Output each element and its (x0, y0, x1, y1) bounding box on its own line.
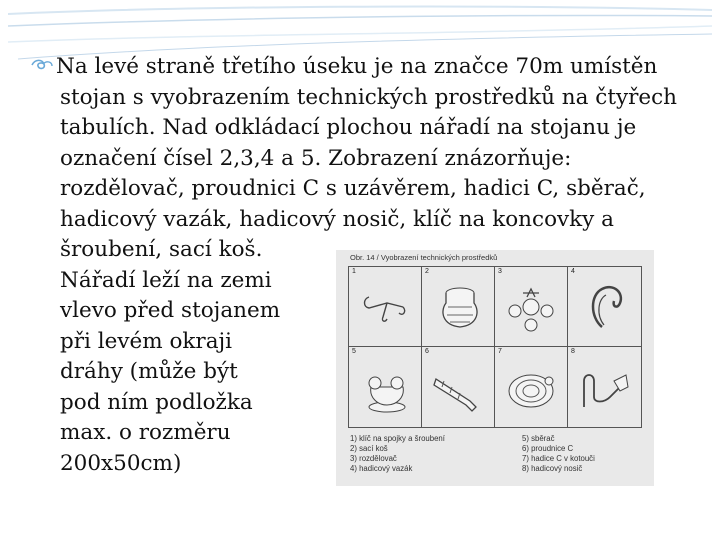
figure-cell-6 (422, 347, 495, 427)
legend-item: 3) rozdělovač (350, 454, 397, 463)
figure-grid (348, 266, 642, 428)
figure-caption: Obr. 14 / Vyobrazení technických prostředků (350, 253, 498, 262)
legend-left-column (350, 434, 522, 474)
cell-number: 7 (498, 348, 502, 355)
cell-number: 2 (425, 268, 429, 275)
text-line-7: šroubení, sací koš. (60, 237, 263, 262)
text-line-14: 200x50cm) (60, 450, 182, 476)
text-line-2: stojan s vyobrazením technických prostředků na čtyřech (60, 84, 678, 110)
legend-item: 4) hadicový vazák (350, 464, 413, 473)
legend-item: 6) proudnice C (522, 444, 574, 453)
legend-item: 1) klíč na spojky a šroubení (350, 434, 445, 443)
legend-item: 2) sací koš (350, 444, 388, 453)
text-line-5: rozdělovač, proudnici C s uzávěrem, hadici C, sběrač, (60, 176, 646, 201)
legend-right-column (522, 434, 650, 474)
distributor-icon (503, 277, 559, 339)
coupling-key-icon (357, 277, 413, 339)
cell-number: 8 (571, 348, 575, 355)
figure-cell-2 (422, 267, 495, 347)
equipment-figure (336, 250, 654, 486)
text-line-8: Nářadí leží na zemi (60, 267, 272, 293)
text-line-13: max. o rozměru (60, 420, 231, 445)
text-line-6: hadicový vazák, hadicový nosič, klíč na koncovky a (60, 206, 614, 232)
text-line-9: vlevo před stojanem (60, 298, 281, 323)
nozzle-icon (430, 357, 486, 419)
hose-strap-icon (576, 277, 632, 339)
swirl-bullet-icon (30, 58, 54, 72)
figure-cell-8 (568, 347, 641, 427)
collector-icon (357, 357, 413, 419)
text-line-3: tabulích. Nad odkládací plochou nářadí na stojanu je (60, 115, 637, 140)
text-line-10: při levém okraji (60, 328, 233, 354)
legend-item: 5) sběrač (522, 434, 555, 443)
hose-carrier-icon (576, 357, 632, 419)
text-line-1 (30, 52, 690, 83)
hose-roll-icon (503, 357, 559, 419)
figure-cell-7 (495, 347, 568, 427)
cell-number: 4 (571, 268, 575, 275)
figure-cell-5 (349, 347, 422, 427)
figure-cell-4 (568, 267, 641, 347)
figure-legend (350, 434, 650, 474)
cell-number: 1 (352, 268, 356, 275)
text-line-12: pod ním podložka (60, 389, 253, 415)
cell-number: 6 (425, 348, 429, 355)
text-line-11: dráhy (může být (60, 359, 238, 384)
cell-number: 5 (352, 348, 356, 355)
figure-cell-3 (495, 267, 568, 347)
legend-item: 7) hadice C v kotouči (522, 454, 595, 463)
text-line-4: označení čísel 2,3,4 a 5. Zobrazení znázorňuje: (60, 145, 572, 171)
figure-cell-1 (349, 267, 422, 347)
cell-number: 3 (498, 268, 502, 275)
legend-item: 8) hadicový nosič (522, 464, 583, 473)
text-line-1-content: Na levé straně třetího úseku je na značce 70m umístěn (56, 54, 658, 79)
suction-strainer-icon (430, 277, 486, 339)
